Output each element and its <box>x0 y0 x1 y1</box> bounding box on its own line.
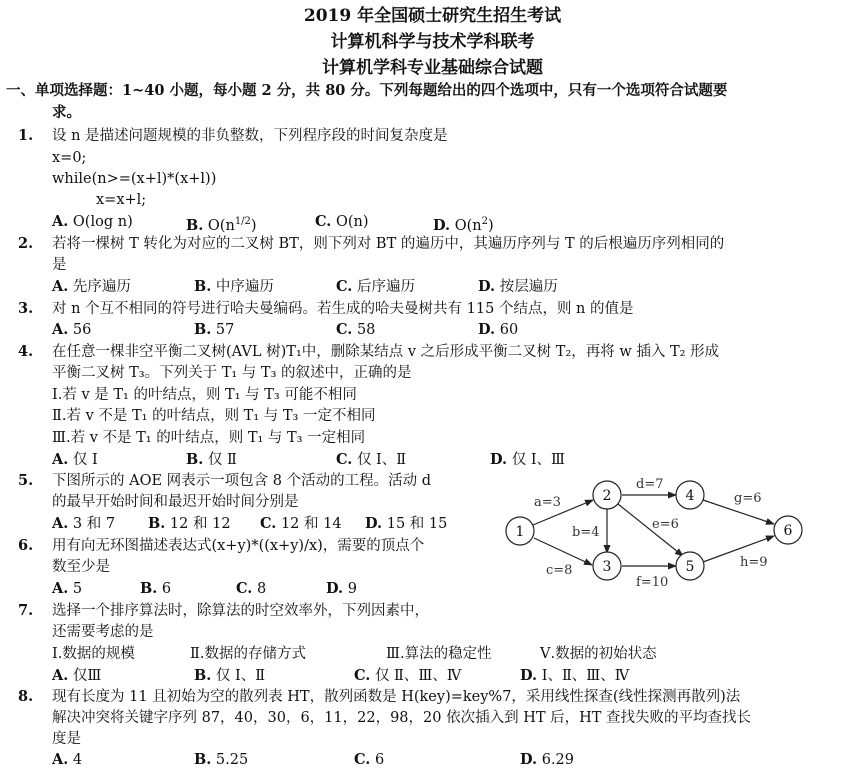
q8-number: 8. <box>18 688 34 705</box>
q4-number: 4. <box>18 343 34 360</box>
q4-option-c: C. 仅 I、Ⅱ <box>336 451 407 468</box>
q7-stem-line2: 还需要考虑的是 <box>52 624 154 640</box>
q7-number: 7. <box>18 602 34 619</box>
q2-stem-line1: 若将一棵树 T 转化为对应的二叉树 BT，则下列对 BT 的遍历中，其遍历序列与 T 的后根遍历序列相同的 <box>52 236 725 252</box>
q7-factor-4: Ⅴ.数据的初始状态 <box>540 646 657 662</box>
q4-stem-line2: 平衡二叉树 T₃。下列关于 T₁ 与 T₃ 的叙述中，正确的是 <box>52 365 412 381</box>
q3-option-d: D. 60 <box>478 321 519 338</box>
section-instruction-line2: 求。 <box>52 104 81 121</box>
q3-option-b: B. 57 <box>194 321 235 338</box>
q1-option-c: C. O(n) <box>315 213 369 230</box>
edge-label-a: a=3 <box>534 495 561 510</box>
q8-stem-line1: 现有长度为 11 且初始为空的散列表 HT，散列函数是 H(key)=key%7，采用线性探查(线性探测再散列)法 <box>52 689 741 705</box>
exam-subtitle: 计算机科学与技术学科联考 <box>330 32 535 52</box>
edge-c <box>534 538 592 565</box>
q2-option-c: C. 后序遍历 <box>336 278 415 295</box>
q7-factor-3: Ⅲ.算法的稳定性 <box>386 646 492 662</box>
q5-option-a: A. 3 和 7 <box>52 515 116 532</box>
q1-number: 1. <box>18 127 34 144</box>
q5-stem-line1: 下图所示的 AOE 网表示一项包含 8 个活动的工程。活动 d <box>52 473 431 489</box>
exam-paper-name: 计算机学科专业基础综合试题 <box>322 58 543 78</box>
q4-statement-3: Ⅲ.若 v 不是 T₁ 的叶结点，则 T₁ 与 T₃ 一定相同 <box>52 430 366 446</box>
q1-option-a: A. O(log n) <box>52 213 133 230</box>
q6-option-d: D. 9 <box>326 580 357 597</box>
q8-option-a: A. 4 <box>52 751 83 768</box>
q2-stem-line2: 是 <box>52 257 67 273</box>
q5-stem-line2: 的最早开始时间和最迟开始时间分别是 <box>52 494 299 510</box>
q4-stem-line1: 在任意一棵非空平衡二叉树(AVL 树)T₁中，删除某结点 v 之后形成平衡二叉树 T₂，再将 w 插入 T₂ 形成 <box>52 344 720 360</box>
aoe-network-diagram <box>490 470 810 590</box>
q7-factor-1: I.数据的规模 <box>52 646 135 662</box>
q1-code-line1: x=0; <box>52 150 87 166</box>
q8-stem-line3: 度是 <box>52 731 81 747</box>
q1-option-b: B. $O(n^{1/2})$ <box>186 216 257 234</box>
q2-option-d: D. 按层遍历 <box>478 278 558 295</box>
q6-stem-line1: 用有向无环图描述表达式(x+y)*((x+y)/x)，需要的顶点个 <box>52 538 425 554</box>
q1-option-d: D. $O(n^2)$ <box>433 216 494 234</box>
edge-label-d: d=7 <box>636 477 664 492</box>
section-instruction-line1: 一、单项选择题：1~40 小题，每小题 2 分，共 80 分。下列每题给出的四个选项中，只有一个选项符合试题要 <box>6 82 728 99</box>
aoe-node-4: 4 <box>685 488 695 504</box>
q4-statement-1: I.若 v 是 T₁ 的叶结点，则 T₁ 与 T₃ 可能不相同 <box>52 387 357 403</box>
exam-title: 2019 年全国硕士研究生招生考试 <box>303 6 562 26</box>
q4-statement-2: Ⅱ.若 v 不是 T₁ 的叶结点，则 T₁ 与 T₃ 一定不相同 <box>52 408 376 424</box>
q1-stem: 设 n 是描述问题规模的非负整数，下列程序段的时间复杂度是 <box>52 128 448 144</box>
q6-stem-line2: 数至少是 <box>52 559 110 575</box>
q6-option-b: B. 6 <box>140 580 172 597</box>
aoe-node-1: 1 <box>515 524 525 540</box>
q7-stem-line1: 选择一个排序算法时，除算法的时空效率外，下列因素中， <box>52 603 429 619</box>
q7-factor-2: Ⅱ.数据的存储方式 <box>190 646 306 662</box>
edge-label-f: f=10 <box>636 575 669 590</box>
q2-option-a: A. 先序遍历 <box>52 278 131 295</box>
q1-code-line2: while(n>=(x+l)*(x+l)) <box>52 171 217 187</box>
q5-option-d: D. 15 和 15 <box>365 515 448 532</box>
q5-option-c: C. 12 和 14 <box>260 515 342 532</box>
q3-option-a: A. 56 <box>52 321 92 338</box>
edge-label-e: e=6 <box>652 517 679 532</box>
q2-option-b: B. 中序遍历 <box>194 278 274 295</box>
q2-number: 2. <box>18 235 34 252</box>
aoe-node-3: 3 <box>602 559 612 575</box>
q3-stem: 对 n 个互不相同的符号进行哈夫曼编码。若生成的哈夫曼树共有 115 个结点，则 n 的值是 <box>52 301 634 317</box>
q4-option-b: B. 仅 Ⅱ <box>186 451 237 468</box>
q6-number: 6. <box>18 537 34 554</box>
q7-option-b: B. 仅 I、Ⅱ <box>194 667 266 684</box>
q1-code-line3: x=x+l; <box>96 192 147 208</box>
q3-number: 3. <box>18 300 34 317</box>
aoe-node-2: 2 <box>602 488 612 504</box>
q8-stem-line2: 解决冲突将关键字序列 87，40，30，6，11，22，98，20 依次插入到 HT 后，HT 查找失败的平均查找长 <box>52 710 752 726</box>
aoe-node-6: 6 <box>783 523 793 539</box>
edge-label-h: h=9 <box>740 555 768 570</box>
q7-option-a: A. 仅Ⅲ <box>52 667 102 684</box>
edge-label-c: c=8 <box>546 563 573 578</box>
edge-label-g: g=6 <box>734 491 762 506</box>
q8-option-b: B. 5.25 <box>194 751 249 768</box>
q8-option-d: D. 6.29 <box>520 751 575 768</box>
edge-label-b: b=4 <box>572 525 600 540</box>
q4-option-d: D. 仅 I、Ⅲ <box>490 451 566 468</box>
q3-option-c: C. 58 <box>336 321 376 338</box>
q6-option-c: C. 8 <box>236 580 267 597</box>
q8-option-c: C. 6 <box>354 751 385 768</box>
aoe-node-5: 5 <box>685 559 695 575</box>
q7-option-d: D. I、Ⅱ、Ⅲ、Ⅳ <box>520 667 630 684</box>
q6-option-a: A. 5 <box>52 580 83 597</box>
q7-option-c: C. 仅 Ⅱ、Ⅲ、Ⅳ <box>354 667 462 684</box>
q5-number: 5. <box>18 472 34 489</box>
q4-option-a: A. 仅 I <box>52 451 98 468</box>
q5-option-b: B. 12 和 12 <box>148 515 231 532</box>
